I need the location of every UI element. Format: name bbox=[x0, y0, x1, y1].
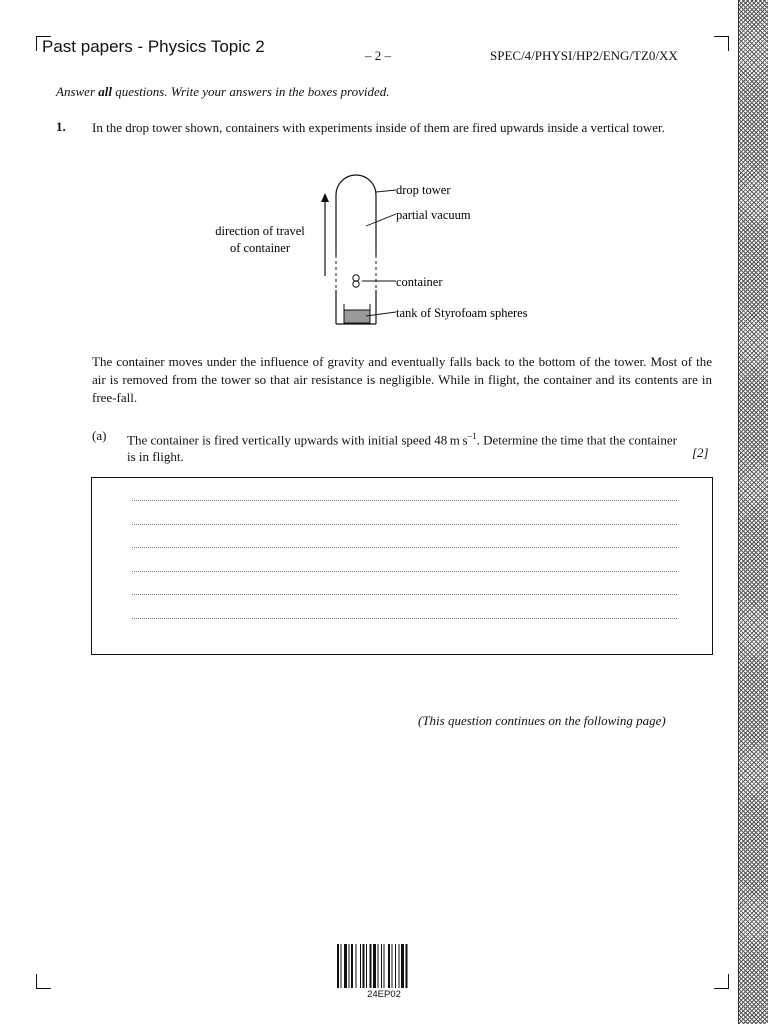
page-number: – 2 – bbox=[365, 48, 391, 63]
answer-line[interactable] bbox=[132, 500, 677, 501]
barcode-text: 24EP02 bbox=[367, 989, 401, 1000]
crop-mark-top-right bbox=[714, 36, 729, 51]
crop-mark-bottom-left bbox=[36, 974, 51, 989]
margin-hatch bbox=[738, 0, 768, 1024]
label-tank: tank of Styrofoam spheres bbox=[396, 306, 528, 320]
part-a-marks: [2] bbox=[692, 445, 709, 460]
container-shape bbox=[353, 275, 359, 287]
answer-line[interactable] bbox=[132, 547, 677, 548]
label-partial-vacuum: partial vacuum bbox=[396, 208, 471, 222]
answer-line[interactable] bbox=[132, 618, 677, 619]
direction-arrow bbox=[321, 193, 329, 276]
question-number: 1. bbox=[56, 119, 66, 134]
spec-code: SPEC/4/PHYSI/HP2/ENG/TZ0/XX bbox=[490, 48, 678, 63]
page-title: Past papers - Physics Topic 2 bbox=[42, 37, 265, 56]
drop-tower-diagram bbox=[180, 170, 600, 330]
question-text: In the drop tower shown, containers with experiments inside of them are fired upwards inside a vertical tower. bbox=[92, 120, 665, 135]
tower-outline bbox=[336, 175, 376, 324]
label-direction-line1: direction of travel bbox=[215, 224, 305, 238]
part-a-label: (a) bbox=[92, 428, 107, 443]
barcode bbox=[336, 944, 432, 988]
label-direction-line2: of container bbox=[229, 241, 291, 255]
label-container: container bbox=[396, 275, 443, 289]
crop-mark-bottom-right bbox=[714, 974, 729, 989]
label-drop-tower: drop tower bbox=[396, 183, 451, 197]
styrofoam-tank bbox=[344, 304, 370, 323]
answer-line[interactable] bbox=[132, 571, 677, 572]
answer-line[interactable] bbox=[132, 594, 677, 595]
instructions: Answer all questions. Write your answers in the boxes provided. bbox=[56, 84, 390, 99]
question-paragraph: The container moves under the influence of gravity and eventually falls back to the bottom of the tower. Most of the air is removed from the tower so that air resistance is negligible. While in flight, the container and its contents are in free-fall. bbox=[92, 354, 712, 405]
answer-box[interactable] bbox=[91, 477, 713, 655]
part-a-text: The container is fired vertically upwards with initial speed 48 m $s^{-1}$. Determine the time that the container is in flight. bbox=[127, 431, 677, 465]
continues-note: (This question continues on the following page) bbox=[418, 713, 666, 728]
answer-line[interactable] bbox=[132, 524, 677, 525]
